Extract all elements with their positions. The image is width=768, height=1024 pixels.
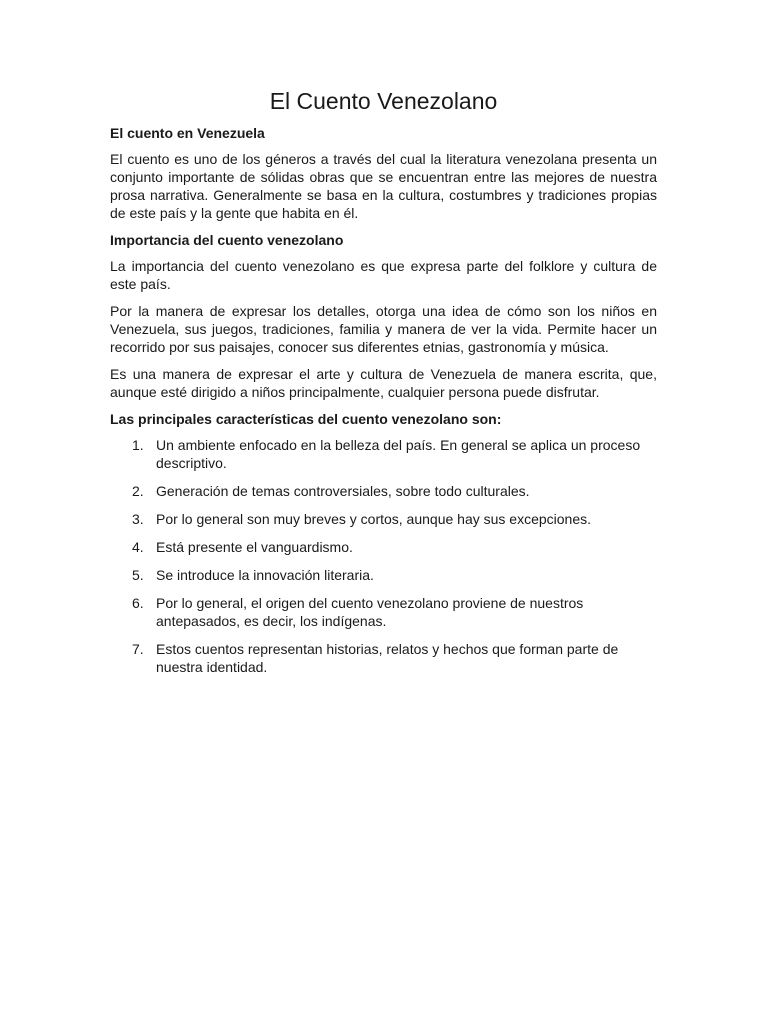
list-item bbox=[110, 436, 657, 472]
section-heading: Importancia del cuento venezolano bbox=[110, 232, 344, 248]
list-item-number: 2. bbox=[132, 483, 144, 499]
section-heading: Las principales características del cuento venezolano son: bbox=[110, 411, 502, 427]
list-item-text: Por lo general, el origen del cuento venezolano proviene de nuestros antepasados, es decir, los indígenas. bbox=[156, 595, 584, 629]
document-title: El Cuento Venezolano bbox=[269, 88, 498, 114]
list-item-number: 4. bbox=[132, 539, 144, 555]
list-item bbox=[110, 482, 657, 500]
section-importancia bbox=[110, 231, 657, 401]
section-cuento-en-venezuela bbox=[110, 124, 657, 222]
paragraph: La importancia del cuento venezolano es que expresa parte del folklore y cultura de este país. bbox=[110, 258, 657, 292]
list-item-number: 6. bbox=[132, 595, 144, 611]
list-item-text: Un ambiente enfocado en la belleza del país. En general se aplica un proceso descriptivo. bbox=[156, 437, 641, 471]
list-item-text: Generación de temas controversiales, sobre todo culturales. bbox=[156, 483, 530, 499]
list-item-text: Está presente el vanguardismo. bbox=[156, 539, 353, 555]
list-item bbox=[110, 510, 657, 528]
list-item bbox=[110, 640, 657, 676]
list-item-number: 7. bbox=[132, 641, 144, 657]
paragraph: El cuento es uno de los géneros a través del cual la literatura venezolana presenta un conjunto importante de sólidas obras que se encuentran entre las mejores de nuestra prosa narrativa. Generalmente se basa en la cultura, costumbres y tradiciones propias de este país y la gente que habita en él. bbox=[110, 151, 657, 221]
characteristics-list bbox=[110, 436, 657, 676]
document-page bbox=[110, 86, 657, 686]
section-caracteristicas bbox=[110, 410, 657, 676]
list-item-number: 5. bbox=[132, 567, 144, 583]
list-item-text: Estos cuentos representan historias, relatos y hechos que forman parte de nuestra identidad. bbox=[156, 641, 619, 675]
paragraph: Por la manera de expresar los detalles, otorga una idea de cómo son los niños en Venezuela, sus juegos, tradiciones, familia y manera de ver la vida. Permite hacer un recorrido por sus paisajes, conocer sus diferentes etnias, gastronomía y música. bbox=[110, 303, 657, 355]
list-item-number: 3. bbox=[132, 511, 144, 527]
list-item bbox=[110, 538, 657, 556]
section-heading: El cuento en Venezuela bbox=[110, 125, 265, 141]
list-item-text: Se introduce la innovación literaria. bbox=[156, 567, 374, 583]
list-item bbox=[110, 566, 657, 584]
list-item-text: Por lo general son muy breves y cortos, aunque hay sus excepciones. bbox=[156, 511, 592, 527]
list-item-number: 1. bbox=[132, 437, 144, 453]
list-item bbox=[110, 594, 657, 630]
paragraph: Es una manera de expresar el arte y cultura de Venezuela de manera escrita, que, aunque esté dirigido a niños principalmente, cualquier persona puede disfrutar. bbox=[110, 366, 657, 400]
